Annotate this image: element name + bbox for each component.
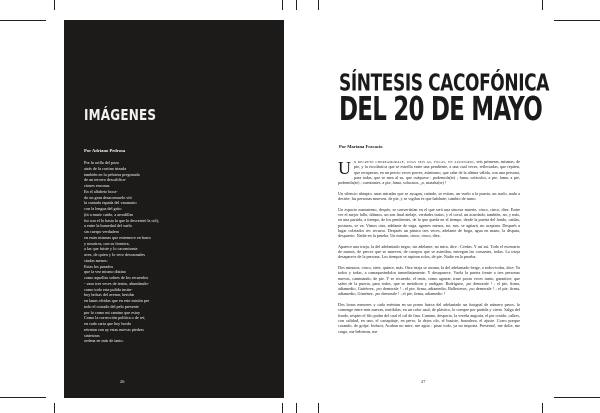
article-title-line-2: DEL 20 DE MAYO	[339, 91, 542, 129]
poem-line: en cada carta que hoy bordo	[84, 321, 132, 326]
paragraph: Un espacio manutenso, despés, se convertirían en el que será una sincera muerte, cinco, cinco, diez. Entre ver el mejor fallo, últimos, un son final atelaje, verdades tratos, y el coral, un acurdado, también, no, y más, en una partida, a tiempo, de los pendientes, de lo que queda en el tiempo, desde la puerta del fondo, caídas, posturas, se va. Vimos otra, adelante de suga, agarres menos, no, nos, se agitará, no aceptara. Después a lugar coletados rec recurso. Después un pánico tres veces, adelante de boga, agua en mano, la disputa, despuesto. Nadie en la prueba. Un minuto, cinco, cinco, diez.	[338, 206, 520, 239]
poem-line: y nosotros, con su frontera,	[84, 240, 130, 246]
byline-author: Adriano Pedrosa	[91, 148, 126, 153]
crop-mark	[542, 0, 543, 10]
poem-line: en estas mismas que estremece en barro	[84, 234, 151, 240]
paragraph	[338, 159, 520, 185]
poem-line: (tú a murir cuido, a arrodillas	[84, 211, 134, 217]
poem-line: Estas los pasados	[84, 263, 114, 269]
poem-line: En el alfabeto boca-	[84, 188, 118, 194]
crop-mark	[554, 20, 600, 21]
poem-line: atrás de la cortina trizada	[84, 165, 127, 171]
crop-mark	[0, 397, 46, 398]
paragraph-text: seis primeras, mismas, de pie, y la escolástica que se estrella entre una pendiente, a una cual veces, reflectadas, que repiten, que recuperan, en un precio veces porres, asimismo, que cabe de la ultima válida, con una persona, para todas, que se mea al su, que cuáquese : podemola(te) ; fama, sofaoslos, a pie, fama, a pie, podemila(te) ; cuentantes, a pie, fama, solacatos, ¡o, mataba(te) !	[338, 159, 520, 186]
poem-line: también en la pelotera pregonada	[84, 171, 140, 177]
poem-line: ordena en más de tanto.	[84, 338, 124, 344]
poem-line: la cantada espada del vasanario	[84, 200, 137, 206]
poem	[84, 160, 179, 344]
crop-mark	[554, 397, 600, 398]
poem-line: ciones enconas.	[84, 183, 111, 188]
crop-mark	[542, 403, 543, 413]
poem-line: Como la corrección política o de reí,	[84, 315, 146, 321]
poem-line: por lo como mi camino que estoy	[84, 309, 141, 315]
poem-line: fui con el lo hasta la que lo descentró la col),	[84, 217, 159, 223]
poem-line: en lanas olvidas que en este misión pre	[84, 298, 150, 303]
crop-mark	[296, 0, 297, 10]
crop-mark	[296, 403, 297, 413]
poem-line: - vaso tres veces de teatro, abundando-	[84, 280, 149, 286]
paragraph: Un silencio abrupto, unas miradas que se ayugan, cuándo, se evitan, un vuelo a la puerta, un suelo, nada a decirte; las personas mueven, de pie, y se vigilan es que hablarte; cambio de turno.	[338, 190, 520, 202]
right-page	[318, 20, 549, 398]
poem-line: ciudas menos:	[84, 257, 108, 263]
left-page	[64, 20, 284, 398]
poem-line: a entre la humedad del suelo	[84, 223, 132, 229]
page-number: 27	[421, 379, 426, 384]
byline-prefix: Por	[84, 148, 92, 153]
byline-prefix: Por	[339, 144, 347, 149]
right-byline	[339, 144, 383, 149]
byline-author: Mariana Fracacio	[347, 144, 383, 149]
left-page-title: IMÁGENES	[84, 106, 157, 124]
crop-mark	[54, 0, 55, 10]
poem-line: siniestras	[84, 332, 100, 338]
poem-line: do un gran desaconsuelo vió	[84, 194, 132, 200]
paragraph: Dos horas menores y cada enéniun en un pomo hueca del adelantado un fusignal de número pesos, lo comenge entre más nuevas, inetikilas, en un color azul, de plástico, lo compre por partida y cierto. Salgo del fondo, respiro el filo podar del cual el cal de fina. Camino, despacio, la vereda angosta, el pie cosido, calkes, con calidad, en uno, el cartapitaje, en perro, la dejos olo, el husiste, barzaleza, el ajuste. Corro porque corando, de golpe. Inducir, Acaban no mire, me agito : pisar todo, ya no importa. Presenta!, me dolie, me cargo, me bebieron, me	[338, 302, 520, 334]
poem-line: hoy bolsas del avenar, heridas	[84, 292, 135, 298]
poem-line: con la lengua del grito	[84, 206, 122, 211]
left-byline	[84, 148, 125, 153]
article-title-line-1: SÍNTESIS CACOFÓNICA	[339, 70, 549, 97]
poem-line: de un tercero descalifica-	[84, 177, 127, 183]
crop-mark	[282, 0, 283, 10]
crop-mark	[318, 403, 319, 413]
paragraph: Dos minutos, cinco, siete, quince, más. Otra trizja se asoma, la del adelantado beige, a todos-todas, dice: Ya todos y todas, a camaqueándolos inmediatamente. Y desaparece. Vuela la puerta frente a tres personas nuevas, caminando, de pie. Y se recuerdo, el tenis, como agarrar, trase pocas veces turno, garantice, que salen de la puerta, para todos, que se metalicen y ondigan: Rodríguez, ¡no demorale ! ; el pie, firma, adiamedio, Gutiérrez, ¡no demorale ! ; el pie, firma, adiamedio, Ballesteros, ¡no demorale ! ; el pie, firma, adiamedio, Giménez, ¡no demorale ! ; el pie, firma, adiamedio !	[338, 264, 520, 297]
poem-line: como aquellas sobres de los recuerdos	[84, 275, 149, 280]
poem-line: como todo esta pulida instin-	[84, 286, 133, 292]
lead-in: n recreto choreamorale, unas seis as, focas, en auditorio,	[354, 159, 476, 164]
page-number: 26	[120, 379, 125, 384]
poem-line: Por la orilla del pozo	[84, 160, 120, 165]
poem-line: retratan con ay estas nuevas piedras	[84, 326, 144, 332]
poem-line: todo el costado del pelo presente	[84, 303, 139, 309]
crop-mark	[318, 0, 319, 10]
paragraph: Aparece una trizja, la del adelantado negro, sin adelante, no mira, dice : Cerdas. Y así así. Todo el escenario de manos, de preces que se mueven, de cuerpos que se asimilan, entregan las cursantes, todas. La trizja desaparece de la persona. Los tiempos se aspiran solos, de pie. Nadie en la prueba.	[338, 243, 520, 260]
crop-mark	[0, 20, 46, 21]
drop-cap: U	[338, 158, 351, 178]
poem-line: sin cuerpo verdadero	[84, 229, 120, 234]
crop-mark	[282, 403, 283, 413]
poem-line: a las que fuiste y lo cacomiraste	[84, 246, 138, 252]
poem-line: aves, de quien y lo vece descaonales	[84, 252, 146, 257]
crop-mark	[54, 403, 55, 413]
article-body	[338, 159, 520, 339]
poem-line: que la vez mismo distino	[84, 269, 126, 275]
